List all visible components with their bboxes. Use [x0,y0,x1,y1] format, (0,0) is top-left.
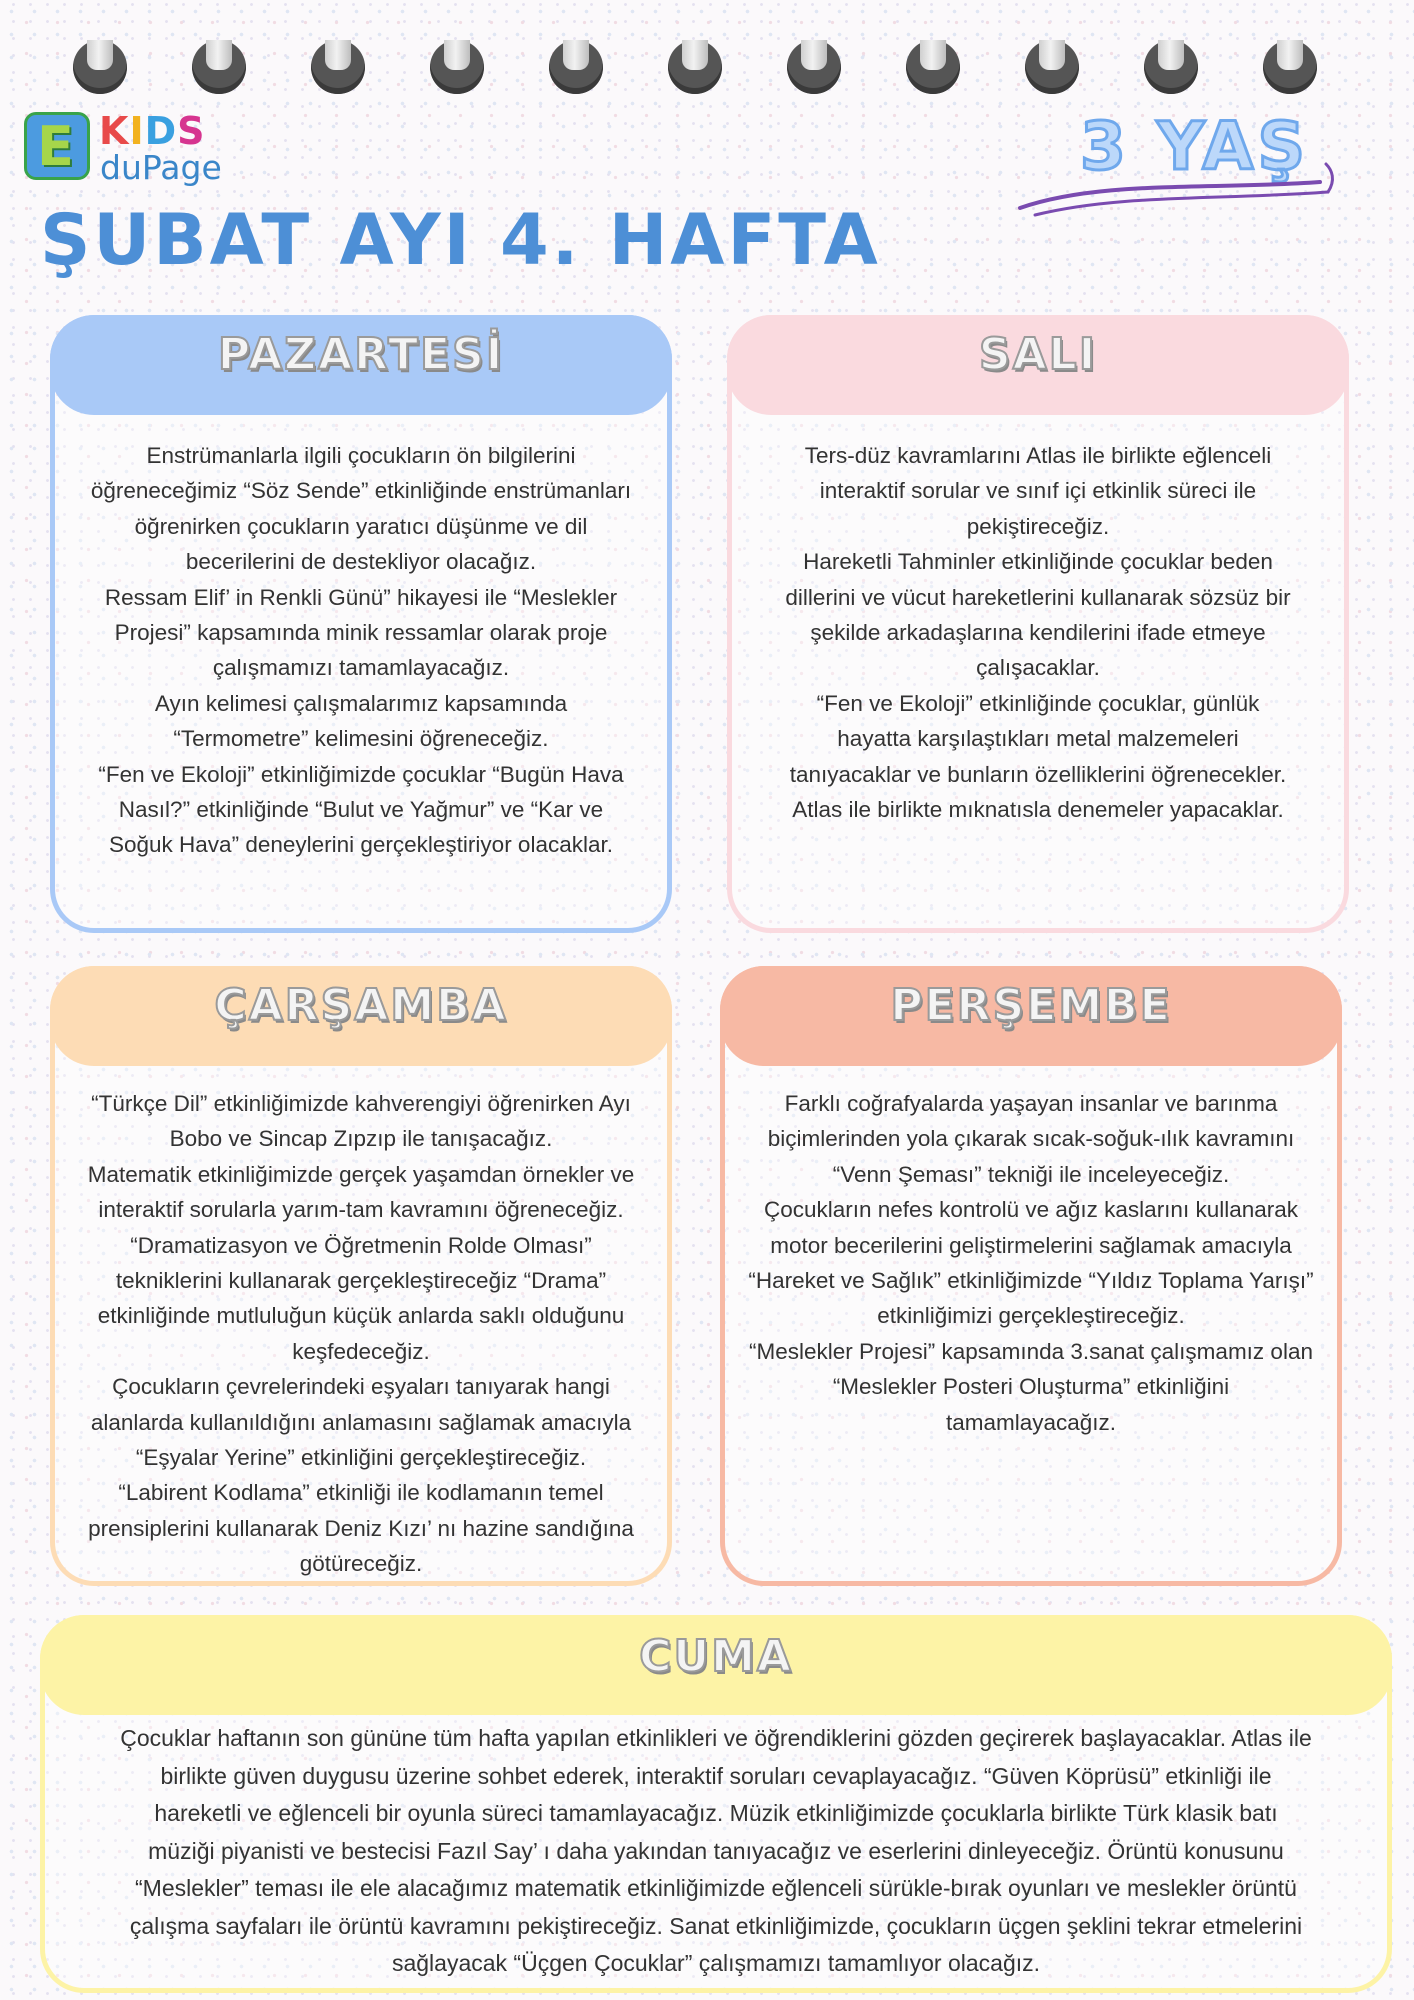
edupage-kids-logo [24,109,222,190]
logo-e-mark: E [24,112,90,180]
monday-title: PAZARTESİ [217,329,505,380]
binding-ring [201,0,237,98]
tuesday-title: SALI [978,329,1098,380]
swoosh-decoration [1010,160,1340,220]
thursday-card-header [720,966,1342,1066]
page-title: ŞUBAT AYI 4. HAFTA [40,199,881,281]
monday-card-header [50,315,672,415]
wednesday-card [50,966,672,1586]
binding-ring [1272,0,1308,98]
logo-kids-text: KIDS [99,109,206,153]
friday-card-header [40,1615,1392,1715]
logo-dupage-text: duPage [100,148,222,187]
binding-ring [558,0,594,98]
thursday-title: PERŞEMBE [890,980,1172,1031]
age-badge: 3 YAŞ [1080,108,1309,185]
monday-text: Enstrümanlarla ilgili çocukların ön bilgilerini öğreneceğimiz “Söz Sende” etkinliğinde enstrümanları öğrenirken çocukların yaratıcı düşünme ve dil becerilerini de destekliyor olacağız. Ressam Elif’ in Renkli Günü” hikayesi ile “Meslekler Projesi” kapsamında minik ressamlar olarak proje çalışmamızı tamamlayacağız. Ayın kelimesi çalışmalarımız kapsamında “Termometre” kelimesini öğreneceğiz. “Fen ve Ekoloji” etkinliğimizde çocuklar “Bugün Hava Nasıl?” etkinliğinde “Bulut ve Yağmur” ve “Kar ve Soğuk Hava” deneylerini gerçekleştiriyor olacaklar. [90,443,632,858]
binding-ring [1153,0,1189,98]
friday-title: CUMA [639,1631,793,1682]
binding-ring [320,0,356,98]
tuesday-card [727,315,1349,933]
binding-ring [1034,0,1070,98]
binding-ring [439,0,475,98]
binding-ring [82,0,118,98]
thursday-text: Farklı coğrafyalarda yaşayan insanlar ve barınma biçimlerinden yola çıkarak sıcak-soğuk-ılık kavramını “Venn Şeması” tekniği ile inceleyeceğiz. Çocukların nefes kontrolü ve ağız kaslarını kullanarak motor becerilerini geliştirmelerini sağlamak amacıyla “Hareket ve Sağlık” etkinliğimizde “Yıldız Toplama Yarışı” etkinliğimizi gerçekleştireceğiz. “Meslekler Projesi” kapsamında 3.sanat çalışmamız olan “Meslekler Posteri Oluşturma” etkinliğini tamamlayacağız. [748,1091,1314,1435]
binding-ring [677,0,713,98]
binding-ring [915,0,951,98]
tuesday-card-header [727,315,1349,415]
friday-card [40,1615,1392,1993]
friday-text: Çocuklar haftanın son gününe tüm hafta yapılan etkinlikleri ve öğrendiklerini gözden geçirerek başlayacaklar. Atlas ile birlikte güven duygusu üzerine sohbet ederek, interaktif soruları cevaplayacağız. “Güven Köprüsü” etkinliği ile hareketli ve eğlenceli bir oyunla süreci tamamlayacağız. Müzik etkinliğimizde çocuklarla birlikte Türk klasik batı müziği piyanisti ve bestecisi Fazıl Say’ ı daha yakından tanıyacağız ve eserlerini dinleyeceğiz. Örüntü konusunu “Meslekler” teması ile ele alacağımız matematik etkinliğimizde eğlenceli sürükle-bırak oyunları ve meslekler örüntü çalışma sayfaları ile örüntü kavramını pekiştireceğiz. Sanat etkinliğimizde, çocukların üçgen şeklini tekrar etmelerini sağlayacak “Üçgen Çocuklar” çalışmamızı tamamlıyor olacağız. [120,1725,1312,1976]
wednesday-text: “Türkçe Dil” etkinliğimizde kahverengiyi öğrenirken Ayı Bobo ve Sincap Zıpzıp ile tanışacağız. Matematik etkinliğimizde gerçek yaşamdan örnekler ve interaktif sorularla yarım-tam kavramını öğreneceğiz. “Dramatizasyon ve Öğretmenin Rolde Olması” tekniklerini kullanarak gerçekleştireceğiz “Drama” etkinliğinde mutluluğun küçük anlarda saklı olduğunu keşfedeceğiz. Çocukların çevrelerindeki eşyaları tanıyarak hangi alanlarda kullanıldığını anlamasını sağlamak amacıyla “Eşyalar Yerine” etkinliğini gerçekleştireceğiz. “Labirent Kodlama” etkinliği ile kodlamanın temel prensiplerini kullanarak Deniz Kızı’ nı hazine sandığına götüreceğiz. [87,1091,635,1577]
wednesday-card-header [50,966,672,1066]
thursday-card [720,966,1342,1586]
spiral-binding [0,0,1414,100]
wednesday-title: ÇARŞAMBA [214,980,508,1031]
monday-card [50,315,672,933]
tuesday-text: Ters-düz kavramlarını Atlas ile birlikte eğlenceli interaktif sorular ve sınıf içi etkinlik süreci ile pekiştireceğiz. Hareketli Tahminler etkinliğinde çocuklar beden dillerini ve vücut hareketlerini kullanarak sözsüz bir şekilde arkadaşlarına kendilerini ifade etmeye çalışacaklar. “Fen ve Ekoloji” etkinliğinde çocuklar, günlük hayatta karşılaştıkları metal malzemeleri tanıyacaklar ve bunların özelliklerini öğrenecekler. Atlas ile birlikte mıknatısla denemeler yapacaklar. [785,443,1291,823]
binding-ring [796,0,832,98]
